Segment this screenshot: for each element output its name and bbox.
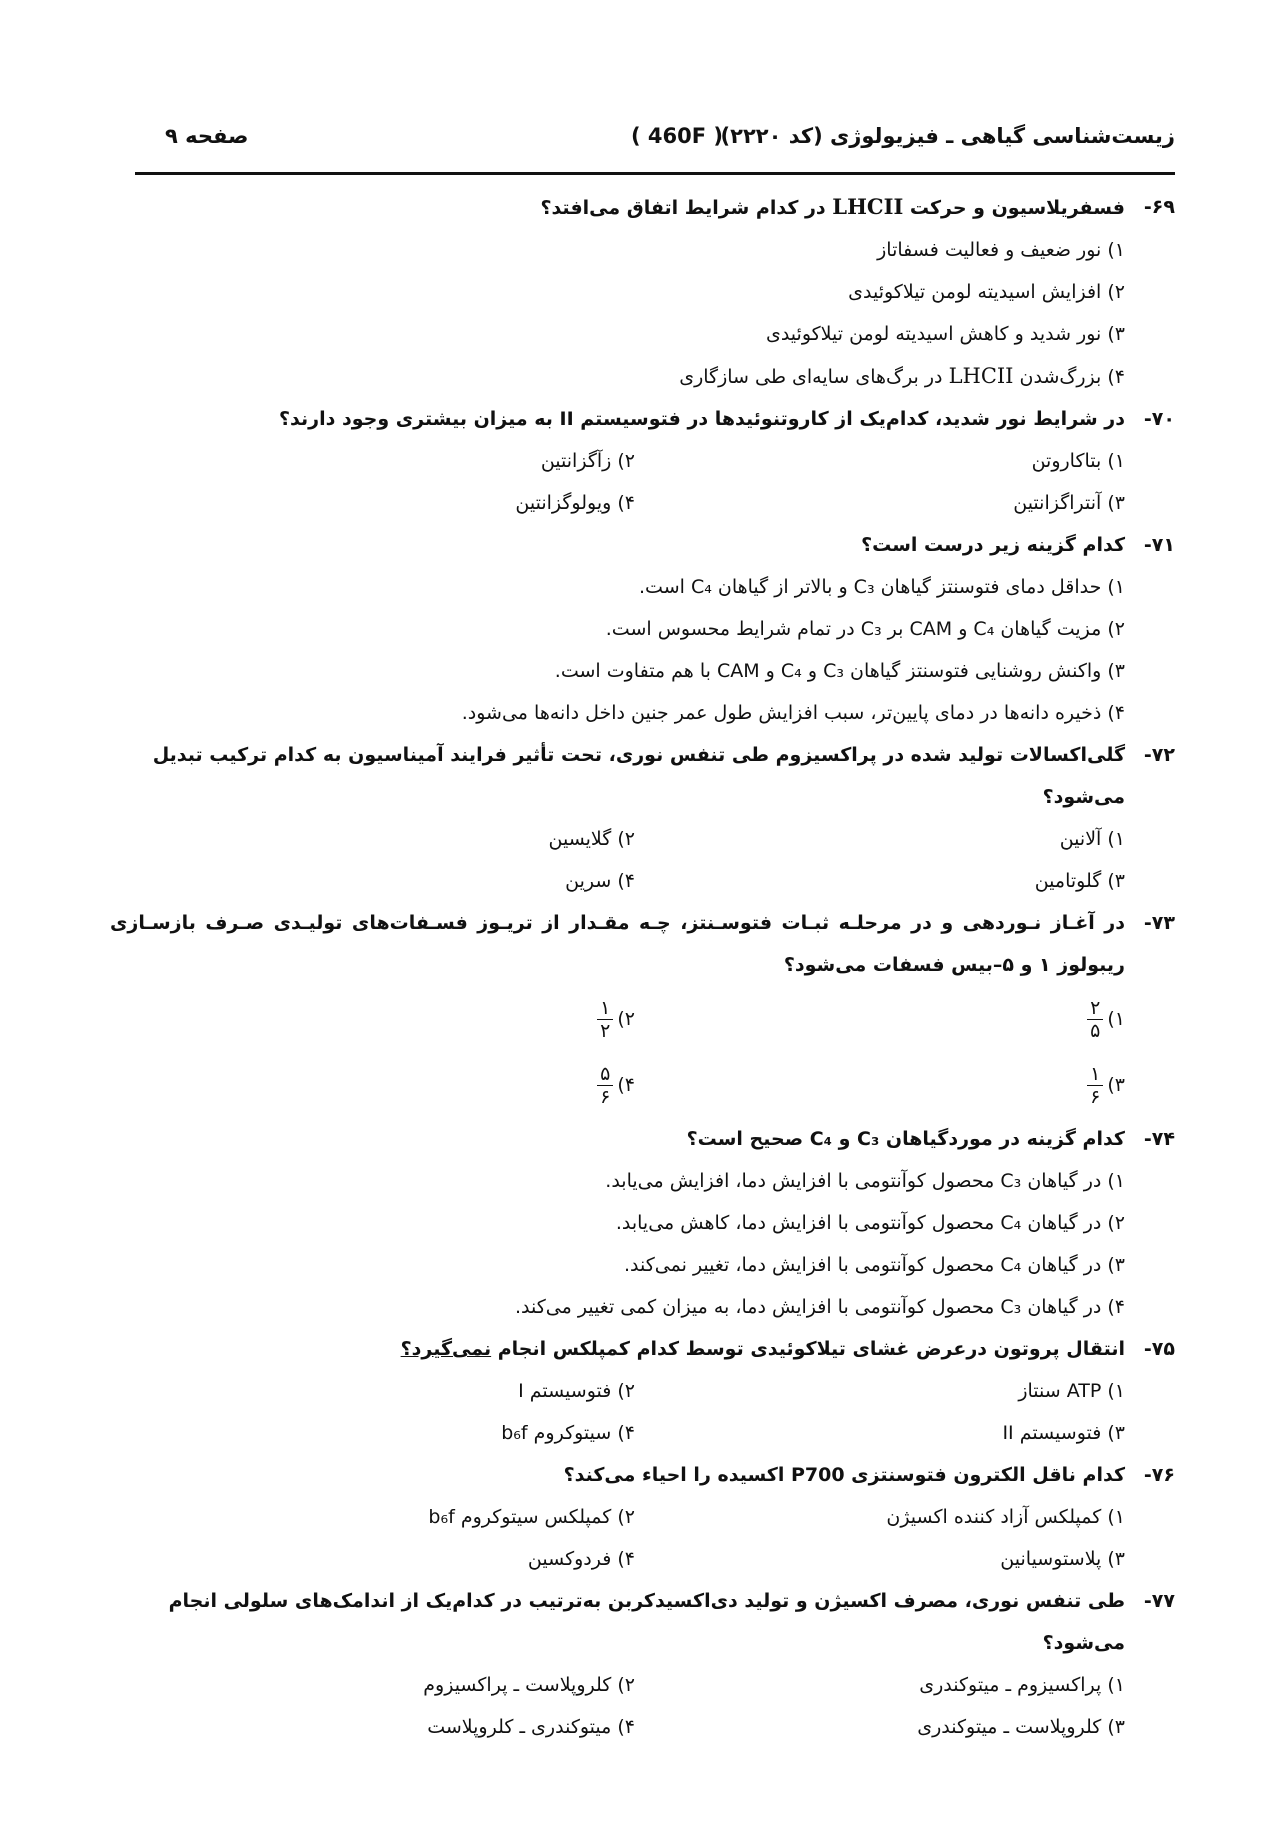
option-4[interactable]: ۴) $\frac{۵}{۶}$: [145, 1052, 635, 1118]
option-4[interactable]: ۴) سیتوکروم b₆f: [501, 1422, 635, 1444]
option-3[interactable]: ۳) آنتراگزانتین: [1013, 492, 1125, 514]
question-number: ۷۷-: [1143, 1590, 1175, 1612]
option-1[interactable]: ۱) بتاکاروتن: [1031, 450, 1125, 472]
question-71: [110, 524, 1175, 734]
question-number: ۷۴-: [1143, 1128, 1175, 1150]
option-3[interactable]: ۳) کلروپلاست ـ میتوکندری: [917, 1716, 1125, 1738]
question-text: گلی‌اکسالات تولید شده در پراکسیزوم طی تنفس نوری، تحت تأثیر فرایند آمیناسیون به کدام ترکیب تبدیل می‌شود؟: [152, 744, 1125, 808]
question-number: ۷۱-: [1143, 534, 1175, 556]
option-2[interactable]: ۲) کلروپلاست ـ پراکسیزوم: [423, 1674, 635, 1696]
question-list: [110, 186, 1175, 1748]
option-3[interactable]: ۳) گلوتامین: [1034, 870, 1125, 892]
question-text: فسفریلاسیون و حرکت LHCII در کدام شرایط اتفاق می‌افتد؟: [540, 194, 1125, 219]
option-3[interactable]: ۳) پلاستوسیانین: [1000, 1548, 1125, 1570]
option-4[interactable]: ۴) در گیاهان C₃ محصول کوآنتومی با افزایش دما، به میزان کمی تغییر می‌کند.: [515, 1296, 1125, 1318]
question-number: ۷۰-: [1143, 408, 1175, 430]
question-72: [110, 734, 1175, 902]
question-74: [110, 1118, 1175, 1328]
page-number: صفحه ۹: [165, 124, 249, 148]
negative-emphasis: نمی‌گیرد؟: [400, 1338, 492, 1360]
option-1[interactable]: ۱) حداقل دمای فتوسنتز گیاهان C₃ و بالاتر از گیاهان C₄ است.: [639, 576, 1125, 598]
question-76: [110, 1454, 1175, 1580]
question-text: در آغـاز نـوردهی و در مرحلـه ثبـات فتوسـنتز، چـه مقـدار از تریـوز فسـفات‌های تولیـدی صـرف بازسـازی ریبولوز ۱ و ۵–بیس فسفات می‌شود؟: [110, 912, 1125, 976]
option-4[interactable]: ۴) میتوکندری ـ کلروپلاست: [427, 1716, 635, 1738]
option-3[interactable]: ۳) فتوسیستم II: [1002, 1422, 1125, 1444]
option-3[interactable]: ۳) واکنش روشنایی فتوسنتز گیاهان C₃ و C₄ و CAM با هم متفاوت است.: [554, 660, 1125, 682]
question-75: [110, 1328, 1175, 1454]
option-1[interactable]: ۱) نور ضعیف و فعالیت فسفاتاز: [877, 239, 1125, 261]
fraction: $\frac{۲}{۵}$: [1087, 997, 1103, 1042]
option-4[interactable]: ۴) سرین: [565, 870, 635, 892]
option-1[interactable]: ۱) پراکسیزوم ـ میتوکندری: [919, 1674, 1125, 1696]
question-69: [110, 186, 1175, 398]
option-4[interactable]: ۴) ویولوگزانتین: [515, 492, 635, 514]
option-3[interactable]: ۳) در گیاهان C₄ محصول کوآنتومی با افزایش دما، تغییر نمی‌کند.: [624, 1254, 1125, 1276]
question-number: ۶۹-: [1143, 196, 1175, 218]
option-3[interactable]: ۳) $\frac{۱}{۶}$: [635, 1052, 1125, 1118]
page-header: [135, 118, 1175, 174]
option-2[interactable]: ۲) فتوسیستم I: [518, 1380, 635, 1402]
option-2[interactable]: ۲) مزیت گیاهان C₄ و CAM بر C₃ در تمام شرایط محسوس است.: [605, 618, 1125, 640]
booklet-code: ( 460F ): [631, 124, 723, 148]
question-text: کدام ناقل الکترون فتوسنتزی P700 اکسیده را احیاء می‌کند؟: [563, 1464, 1125, 1486]
question-text: انتقال پروتون درعرض غشای تیلاکوئیدی توسط کدام کمپلکس انجام نمی‌گیرد؟: [400, 1338, 1125, 1360]
option-2[interactable]: ۲) $\frac{۱}{۲}$: [145, 986, 635, 1052]
option-1[interactable]: ۱) $\frac{۲}{۵}$: [635, 986, 1125, 1052]
fraction: $\frac{۱}{۲}$: [597, 997, 613, 1042]
question-number: ۷۲-: [1143, 744, 1175, 766]
option-2[interactable]: ۲) کمپلکس سیتوکروم b₆f: [428, 1506, 635, 1528]
question-text: کدام گزینه زیر درست است؟: [861, 534, 1125, 556]
option-1[interactable]: ۱) ATP سنتاز: [1018, 1380, 1125, 1402]
exam-title: زیست‌شناسی گیاهی ـ فیزیولوژی (کد ۲۲۲۰): [720, 124, 1175, 148]
question-70: [110, 398, 1175, 524]
fraction: $\frac{۵}{۶}$: [597, 1063, 613, 1108]
option-4[interactable]: ۴) فردوکسین: [527, 1548, 635, 1570]
question-text: کدام گزینه در موردگیاهان C₃ و C₄ صحیح است؟: [686, 1128, 1125, 1150]
option-2[interactable]: ۲) در گیاهان C₄ محصول کوآنتومی با افزایش دما، کاهش می‌یابد.: [615, 1212, 1125, 1234]
question-number: ۷۶-: [1143, 1464, 1175, 1486]
question-77: [110, 1580, 1175, 1748]
option-2[interactable]: ۲) گلایسین: [548, 828, 635, 850]
question-text: در شرایط نور شدید، کدام‌یک از کاروتنوئیدها در فتوسیستم II به میزان بیشتری وجود دارند؟: [279, 408, 1125, 430]
option-4[interactable]: ۴) ذخیره دانه‌ها در دمای پایین‌تر، سبب افزایش طول عمر جنین داخل دانه‌ها می‌شود.: [461, 702, 1125, 724]
option-4[interactable]: ۴) بزرگ‌شدن LHCII در برگ‌های سایه‌ای طی سازگاری: [679, 364, 1125, 388]
question-number: ۷۳-: [1143, 912, 1175, 934]
option-1[interactable]: ۱) آلانین: [1059, 828, 1125, 850]
option-2[interactable]: ۲) زآگزانتین: [540, 450, 635, 472]
option-3[interactable]: ۳) نور شدید و کاهش اسیدیته لومن تیلاکوئیدی: [765, 323, 1125, 345]
option-2[interactable]: ۲) افزایش اسیدیته لومن تیلاکوئیدی: [848, 281, 1125, 303]
option-1[interactable]: ۱) کمپلکس آزاد کننده اکسیژن: [886, 1506, 1125, 1528]
fraction: $\frac{۱}{۶}$: [1087, 1063, 1103, 1108]
header-rule: [135, 172, 1175, 175]
question-text: طی تنفس نوری، مصرف اکسیژن و تولید دی‌اکسیدکربن به‌ترتیب در کدام‌یک از اندامک‌های سلولی انجام می‌شود؟: [168, 1590, 1125, 1654]
option-1[interactable]: ۱) در گیاهان C₃ محصول کوآنتومی با افزایش دما، افزایش می‌یابد.: [605, 1170, 1125, 1192]
question-number: ۷۵-: [1143, 1338, 1175, 1360]
question-73: [110, 902, 1175, 1118]
